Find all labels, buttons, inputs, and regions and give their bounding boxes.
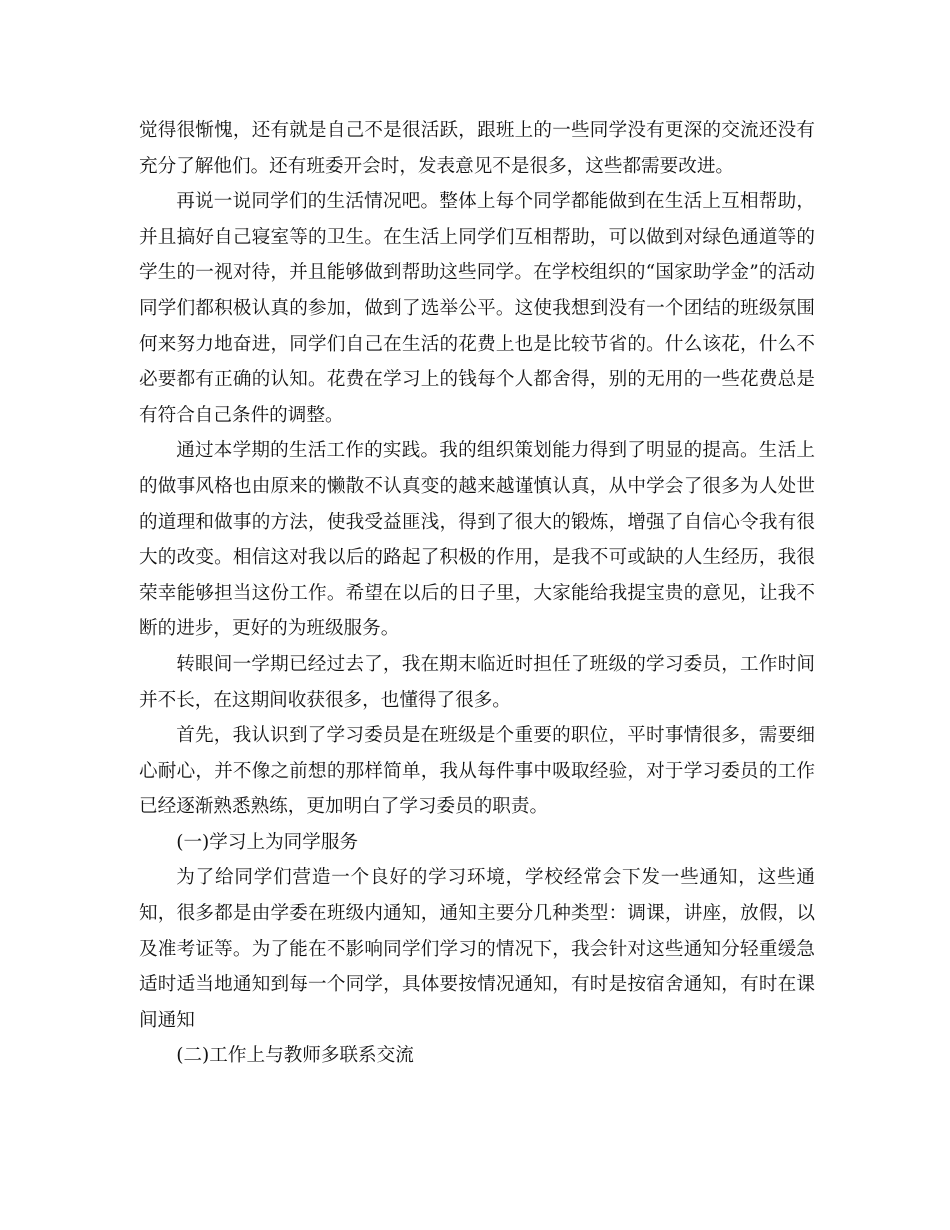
paragraph-1: 觉得很惭愧，还有就是自己不是很活跃，跟班上的一些同学没有更深的交流还没有充分了解他们。还有班委开会时，发表意见不是很多，这些都需要改进。: [139, 120, 815, 177]
paragraph-4: 转眼间一学期已经过去了，我在期末临近时担任了班级的学习委员，工作时间并不长，在这期间收获很多，也懂得了很多。: [139, 653, 815, 711]
section-heading-2: (二)工作上与教师多联系交流: [176, 1045, 414, 1067]
paragraph-5: 首先，我认识到了学习委员是在班级是个重要的职位，平时事情很多，需要细心耐心，并不像之前想的那样简单，我从每件事中吸取经验，对于学习委员的工作已经逐渐熟悉熟练，更加明白了学习委员的职责。: [139, 725, 815, 818]
document-body: [139, 113, 815, 1074]
paragraph-3: 通过本学期的生活工作的实践。我的组织策划能力得到了明显的提高。生活上的做事风格也由原来的懒散不认真变的越来越谨慎认真，从中学会了很多为人处世的道理和做事的方法，使我受益匪浅，得到了很大的锻炼，增强了自信心令我有很大的改变。相信这对我以后的路起了积极的作用，是我不可或缺的人生经历，我很荣幸能够担当这份工作。希望在以后的日子里，大家能给我提宝贵的意见，让我不断的进步，更好的为班级服务。: [139, 440, 815, 640]
paragraph-2: 再说一说同学们的生活情况吧。整体上每个同学都能做到在生活上互相帮助，并且搞好自己寝室等的卫生。在生活上同学们互相帮助，可以做到对绿色通道等的学生的一视对待，并且能够做到帮助这些同学。在学校组织的“国家助学金”的活动同学们都积极认真的参加，做到了选举公平。这使我想到没有一个团结的班级氛围何来努力地奋进，同学们自己在生活的花费上也是比较节省的。什么该花，什么不必要都有正确的认知。花费在学习上的钱每个人都舍得，别的无用的一些花费总是有符合自己条件的调整。: [139, 191, 815, 426]
paragraph-6: 为了给同学们营造一个良好的学习环境，学校经常会下发一些通知，这些通知，很多都是由学委在班级内通知，通知主要分几种类型：调课，讲座，放假，以及准考证等。为了能在不影响同学们学习的情况下，我会针对这些通知分轻重缓急适时适当地通知到每一个同学，具体要按情况通知，有时是按宿舍通知，有时在课间通知: [139, 867, 815, 1031]
section-heading-1: (一)学习上为同学服务: [176, 831, 359, 853]
